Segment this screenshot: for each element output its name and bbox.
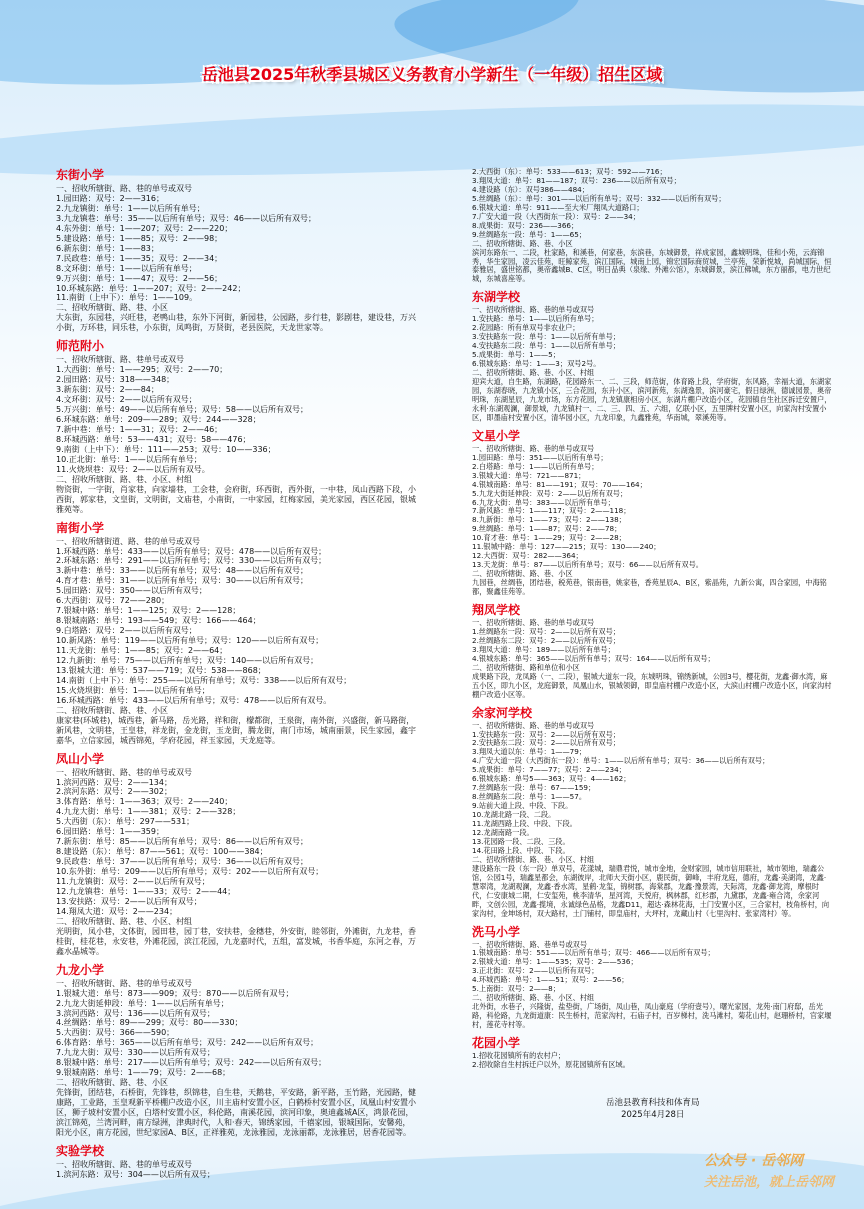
- zone-line: 大东街，东园巷，兴旺巷，老鸭山巷，东外下河街，新园巷，公园路，步行巷，影剧巷，建设巷，万兴小街，万环巷，同乐巷，小东街，凤鸣街，万贤街，老县医院，天龙世家等。: [56, 313, 416, 333]
- zone-line: 9.丝绸路东一段：单号：1——65；: [472, 229, 587, 239]
- zone-line: 13.安扶路：双号：2——以后所有双号；: [56, 896, 202, 906]
- school-name: 实验学校: [56, 1143, 105, 1158]
- zone-line: 9.白塔路：双号：2——以后所有双号；: [56, 626, 197, 636]
- zone-line: 4.建设路（东）：双号386——484；: [472, 184, 589, 194]
- zone-line: 1.园田路：单号：351——以后所有单号；: [472, 452, 608, 462]
- zone-line: 4.东外街：单号：1——207；双号：2——220；: [56, 223, 233, 233]
- school-name: 九龙小学: [56, 962, 105, 977]
- zone-line: 8.文环街：单号：1——以后所有单号；: [56, 263, 197, 273]
- watermark: [704, 1150, 854, 1194]
- zone-line: 九园巷，丝绸巷，团结巷，税苑巷，银南巷，姚家巷，香苑星辰A、B区，紫晶苑，九新公寓，四合家园，中海铭都，聚鑫佳苑等。: [472, 578, 827, 597]
- zone-line: 7.广安大道一段（大西街东一段）：双号：2——34；: [472, 211, 640, 221]
- school-name: 凤山小学: [56, 751, 105, 766]
- zone-line: 14.翔凤大道：双号：2——234；: [56, 906, 178, 916]
- poster-title: 岳池县2025年秋季县城区义务教育小学新生（一年级）招生区域: [201, 65, 663, 84]
- school-lines: [472, 941, 832, 1031]
- zone-line: 1.银城大道：单号：873——909；双号：870——以后所有双号；: [56, 988, 294, 998]
- zone-line: 9.站前大道上段、中段、下段。: [472, 801, 573, 811]
- zone-line: 北外街，水巷子，兴隆街，盐垫街，广场街，凤山巷，凤山豪庭（学府壹号），曙光家园，龙苑·南门府邸，岳光路，科伦路，九龙街道康：民生桥村，范家沟村，石庙子村，百岁梯村，洗马滩村，菊花山村，赵珊桥村，官家堰村，莲花寺村等。: [472, 1002, 832, 1030]
- zone-line: 2.环城东路：单号：291——以后所有单号；双号：330——以后所有双号；: [56, 556, 327, 566]
- zone-line: 7.九龙大街：双号：330——以后所有双号；: [56, 1048, 215, 1058]
- zone-line: 10.龙湖北路一段、二段。: [472, 810, 556, 820]
- zone-line: 11.火烧坝巷：双号：2——以后所有双号。: [56, 464, 210, 474]
- school-section: [472, 168, 832, 284]
- zone-line: 二、招收所辖街、路、巷、小区、村组: [56, 916, 192, 926]
- zone-line: 9.万兴街：单号：1——47；双号：2——56；: [56, 273, 223, 283]
- decorative-wave: [392, 0, 864, 106]
- school-section: [56, 339, 416, 514]
- school-lines: [56, 184, 416, 333]
- zone-line: 建设路东一段（东一段）单双号，花漾城，瑞鼎君悦，城市金地，金财家园，城市信用联社，城市领地，瑞鑫公馆，公园1号，瑞鑫星都会，东湖彼岸，北师大天街小区，鹿民街，御峰，丰府龙庭，德府，龙鑫·美湖湾，龙鑫·慧翠湾，龙湖观澜，龙鑫·香水湾，星鹤·龙玺，锦树郡，海棠郡，龙鑫·豫景湾，天际湾，龙鑫·御龙湾，摩根时代，仁安康城二期，仁安玺苑，桃李清华，星河湾，天悦府，枫林郡，红杉郡，九黛郡，龙鑫·雍合湾，余家河畔，文创公园，龙鑫·揽境，永诚绿色品格，龙鑫D11，超达·森林花海，土门安置小区，三合家村，枝角桥村，向家沟村，金坤场村，双大路村，土门铺村，即皇庙村，大坪村，龙藏山村（七里沟村、张家湾村）等。: [472, 863, 830, 918]
- zone-line: 13.天龙街：单号：87——以后所有单号；双号：66——以后所有双号。: [472, 560, 703, 570]
- zone-line: 二、招收所辖街、路、巷、小区、村组: [472, 854, 595, 864]
- zone-line: 2.招收除自生村拆迁户以外，原花园镇所有区域。: [472, 1060, 630, 1070]
- zone-line: 二、招收所辖街、路、巷、小区、村组: [56, 474, 192, 484]
- zone-line: 8.九新街：单号：1——73；双号：2——138；: [472, 515, 626, 525]
- school-section: [472, 1036, 832, 1070]
- watermark-line-2: 关注岳池，就上岳邻网: [704, 1175, 835, 1190]
- zone-line: 7.银城中路：单号：1——125；双号：2——128；: [56, 606, 241, 616]
- zone-line: 3.正北街：双号：2——以后所有双号；: [472, 966, 599, 976]
- zone-line: 康家巷(环城巷)，城西巷，新马路，岳光路，祥和街，檬都街，王泉街，南外街，兴盛街，新马路街，新风巷，文明巷，王皇巷，祥龙街，金龙街，玉龙街，腾龙街，南门市场，城南丽景，民生家园，鑫宇嘉华，立信家园，城西锦苑，学府花园，祥玉家园，天龙庭等。: [56, 715, 416, 745]
- zone-line: 滨河东路东一、二段，杜家路，和溪巷，何家巷，东滨巷，东城御景，祥成家园，鑫城明珠，佳和小苑，云海锦秀，华生家园，凌云佳苑，旺鲸家苑，滨江国际，城南上园，锦宏国际商贸城，兰亭苑，荣新悦城，尚城国际，恒泰雅居，盛世铭都，奥帝鑫城B、C区，明日品典（泉缘、外滩公馆），东城御景，滨江佛城，东方丽都，电力世纪城，东城喜座等。: [472, 247, 832, 284]
- zone-line: 1.滨河东路：双号：304——以后所有双号；: [56, 1169, 215, 1179]
- zone-line: 物资街，一字街，肖家巷，向家墙巷，工会巷，会府街，环西街，西外街，一中巷，凤山西路下段，小西街，郭家巷，文皇街，文明街，文庙巷，小南街，一中家园，红梅家园，美光家园，西区花园，银城雅苑等。: [56, 484, 416, 514]
- zone-line: 一、招收所辖街、路、巷的单号或双号: [472, 443, 595, 453]
- zone-line: 5.大西街：双号：366——590；: [56, 1028, 175, 1038]
- left-column: [56, 168, 416, 1180]
- zone-line: 6.银城东路：单号5——363；双号：4——162；: [472, 774, 631, 784]
- zone-line: 一、招收所辖街道、路、巷的单号或双号: [56, 536, 200, 546]
- zone-line: 3.滨河西路：双号：136——以后所有双号；: [56, 1008, 215, 1018]
- zone-line: 二、招收所辖街、路、巷、小区: [472, 569, 573, 579]
- zone-line: 一、招收所辖街、路、巷的单号或双号: [472, 720, 595, 730]
- zone-line: 2.园田路：双号：318——348；: [56, 375, 175, 385]
- zone-line: 1.环城西路：单号：433——以后所有单号；双号：478——以后所有双号；: [56, 546, 327, 556]
- zone-line: 1.丝绸路东一段：双号：2——以后所有双号；: [472, 626, 620, 636]
- zone-line: 5.九龙大街延伸段：双号：2——以后所有双号；: [472, 488, 628, 498]
- zone-line: 1.大西街：单号：1——295；双号：2——70；: [56, 365, 228, 375]
- zone-line: 4.文环街：双号：2——以后所有双号；: [56, 395, 197, 405]
- zone-line: 一、招收所辖街、路、巷单号或双号: [472, 939, 588, 949]
- zone-line: 11.九龙镇街：双号：2——以后所有双号；: [56, 877, 210, 887]
- zone-line: 8.建设路（东）：单号：87——561；双号：100——384；: [56, 847, 268, 857]
- right-column: [472, 168, 832, 1070]
- school-name: 洗马小学: [472, 924, 521, 939]
- zone-line: 7.丝绸路东一段：单号：67——159；: [472, 783, 596, 793]
- zone-line: 二、招收所辖街、路、巷、小区、村组: [472, 993, 595, 1003]
- school-name: 师范附小: [56, 339, 105, 354]
- zone-line: 3.银城大道：单号：721——871；: [472, 470, 586, 480]
- school-section: [472, 706, 832, 919]
- zone-line: 11.南街（上中下）：单号：1——109。: [56, 293, 198, 303]
- zone-line: 迎宾大道，自生路，东湖路，花园路东一、二、三段，师范街，体育路上段，学府街，东风路，幸福大道，东湖家园，东湖春晓，九龙镇小区，三合花园，东升小区，滨河新苑，东湖逸景，滨河豪宅，假日绿洲，德诚园景，奥帝明珠，东湖星辰，九龙市场，东方花园，九龙镇康相房小区，东湖片棚户改造小区，花园镇自生社区拆迁安置户，永利·东湖观澜，御景城，九龙镇村一、二、三、四、五、六组，亿联小区，五里牌村安置小区，向家沟村安置小区，即墨庙村安置小区，清华园小区，九龙印象，九鑫雅苑，华南城，翠溪苑等。: [472, 377, 832, 422]
- zone-line: 4.育才巷：单号：31——以后所有单号；双号：30——以后所有双号；: [56, 576, 308, 586]
- zone-line: 6.大西街：双号：72——280；: [56, 596, 170, 606]
- zone-line: 一、招收所辖街、路、巷单号或双号: [56, 355, 184, 365]
- zone-line: 5.上南街：双号：2——8；: [472, 984, 560, 994]
- zone-line: 2.花园路：所有单双号非农业户；: [472, 323, 580, 333]
- zone-line: 4.广安大道一段（大西街东一段）：单号：1——以后所有单号；双号：36——以后所有双号；: [472, 756, 770, 766]
- zone-line: 3.翔凤大道：单号：81——187；双号：236——以后所有双号；: [472, 175, 681, 185]
- zone-line: 5.建设路：单号：1——85；双号：2——98；: [56, 233, 223, 243]
- school-section: [56, 1144, 416, 1180]
- zone-line: 10.育才巷：单号：1——29；双号：2——28；: [472, 533, 626, 543]
- zone-line: 13.花园路一段、二段、三段。: [472, 836, 570, 846]
- school-lines: [472, 306, 832, 422]
- zone-line: 5.成果街：单号：1——5；: [472, 350, 560, 360]
- zone-line: 3.翔凤大道：单号：189——以后所有单号；: [472, 644, 615, 654]
- school-name: 余家河学校: [472, 705, 533, 720]
- zone-line: 光明街，凤小巷，文体街，园田巷，园丁巷，安扶巷，金穗巷，外安街，睦邻街，外滩街，九龙巷，香桂街，桂花巷，永安巷，外滩花园，滨江花园，九龙嘉时代，五组，富发城，书香华庭，东河之春，万鑫水晶城等。: [56, 926, 416, 956]
- zone-line: 12.龙湖南路一段。: [472, 828, 534, 837]
- zone-line: 7.新东街：单号：85——以后所有单号；双号：86——以后所有双号；: [56, 837, 308, 847]
- zone-line: 2.白塔路：单号：1——以后所有单号；: [472, 461, 599, 471]
- zone-line: 2.大西街（东）：单号：533——613；双号：592——716；: [472, 167, 667, 176]
- zone-line: 3.体育路：单号：1——363；双号：2——240；: [56, 797, 233, 807]
- zone-line: 3.九龙镇巷：单号：35——以后所有单号；双号：46——以后所有双号；: [56, 213, 316, 223]
- zone-line: 12.九龙镇巷：单号：1——33；双号：2——44；: [56, 887, 236, 896]
- zone-line: 二、招收所辖街、路、巷、小区、村组: [472, 368, 595, 378]
- zone-line: 一、招收所辖街、路、巷的单号或双号: [56, 184, 192, 193]
- school-lines: [56, 355, 416, 514]
- zone-line: 9.银城南路：单号：1——79；双号：2——68；: [56, 1068, 231, 1078]
- zone-line: 二、招收所辖街、路、巷、小区: [472, 238, 573, 248]
- school-section: [472, 603, 832, 700]
- zone-line: 2.安扶路东二段：双号：2——以后所有双号；: [472, 738, 620, 748]
- school-lines: [472, 1052, 832, 1070]
- zone-line: 8.银城南路：单号：193——549；双号：166——464；: [56, 616, 261, 626]
- zone-line: 二、招收所辖街、路、巷、小区: [56, 303, 168, 313]
- school-section: [56, 963, 416, 1138]
- zone-line: 10.环城东路：单号：1——207；双号：2——242；: [56, 283, 246, 293]
- zone-line: 8.丝绸路东二段：单号：1——57。: [472, 792, 587, 802]
- school-lines: [56, 979, 416, 1138]
- zone-line: 2.丝绸路东二段：双号：2——以后所有双号；: [472, 635, 620, 645]
- zone-line: 6.银城大道：单号：911——至大米厂翔凤大道路口；: [472, 202, 644, 212]
- school-name: 文星小学: [472, 428, 521, 443]
- zone-line: 8.银城中路：单号：217——以后所有单号；双号：242——以后所有双号；: [56, 1058, 327, 1068]
- school-lines: [472, 168, 832, 284]
- zone-line: 二、招收所辖街、路、巷、小区: [56, 1078, 168, 1088]
- school-section: [472, 925, 832, 1031]
- zone-line: 14.南街（上中下）：单号：255——以后所有单号；双号：338——以后所有双号；: [56, 675, 352, 685]
- school-lines: [56, 768, 416, 957]
- zone-line: 3.翔凤大道以东：单号：1——79；: [472, 747, 587, 757]
- zone-line: 7.新中巷：单号：1——31；双号：2——46；: [56, 424, 223, 434]
- zone-line: 5.大西街（东）：单号：297——531；: [56, 817, 195, 827]
- school-section: [56, 752, 416, 957]
- zone-line: 8.成果街：双号：236——366；: [472, 220, 579, 230]
- zone-line: 10.正北街：单号：1——以后所有单号；: [56, 454, 202, 464]
- zone-line: 一、招收所辖街、路、巷的单号或双号: [56, 767, 192, 777]
- zone-line: 11.银城中路：单号：127——215；双号：130——240；: [472, 542, 661, 552]
- school-lines: [472, 722, 832, 919]
- zone-line: 4.银城东路：单号：365——以后所有单号；双号：164——以后所有双号；: [472, 653, 715, 663]
- zone-line: 12.大西街：双号：282——364；: [472, 551, 583, 561]
- zone-line: 5.丝绸路（东）：单号：301——以后所有单号；双号：332——以后所有双号；: [472, 193, 726, 203]
- zone-line: 5.园田路：双号：350——以后所有双号；: [56, 586, 207, 596]
- zone-line: 2.滨河东路：双号：2——302；: [56, 787, 172, 797]
- zone-line: 成果路下段，龙凤路（一、二段），银城大道东一段，东城明珠，锦绣新城，公园3号，樱花街，龙鑫·御水湾，麻五小区，即九小区，龙庭御景，凤凰山水，银城领御，即皇庙村棚户改造小区，大滨山村棚户改造小区，向家沟村棚户改造小区等。: [472, 671, 832, 699]
- zone-line: 8.环城西路：单号：53——431；双号：58——476；: [56, 434, 251, 444]
- zone-line: 1.园田路：双号：2——316；: [56, 193, 164, 203]
- zone-line: 9.南街（上中下）：单号：111——253；双号：10——336；: [56, 444, 276, 454]
- zone-line: 9.丝绸路：单号：1——87；双号：2——78；: [472, 524, 622, 534]
- zone-line: 14.花田路上段、中段、下段。: [472, 845, 570, 855]
- school-lines: [56, 537, 416, 746]
- zone-line: 二、招收所辖街、路、巷、小区: [56, 705, 168, 715]
- zone-line: 4.丝绸路：单号：89——299；双号：80——330；: [56, 1018, 243, 1028]
- zone-line: 6.体育路：单号：365——以后所有单号；双号：242——以后所有双号；: [56, 1038, 319, 1048]
- zone-line: 1.银城南路：单号：551——以后所有单号；双号：466——以后所有双号；: [472, 948, 715, 958]
- zone-line: 二、招收所辖街、路和单位和小区: [472, 662, 580, 672]
- zone-line: 1.安扶路：单号：1——以后所有单号；: [472, 314, 599, 324]
- school-section: [472, 429, 832, 597]
- footer-org: 岳池县教育科技和体育局: [606, 1098, 700, 1108]
- school-lines: [472, 619, 832, 700]
- zone-line: 1.滨河西路：双号：2——134；: [56, 777, 172, 787]
- school-section: [56, 521, 416, 746]
- zone-line: 4.安扶路东二段：单号：1——以后所有单号；: [472, 341, 620, 351]
- zone-line: 10.东外街：单号：209——以后所有单号；双号：202——以后所有双号；: [56, 867, 324, 877]
- zone-line: 一、招收所辖街、路、巷的单号或双号: [472, 617, 595, 627]
- zone-line: 13.银城大道：单号：537——719；双号：538——868；: [56, 665, 266, 675]
- zone-line: 10.新风路：单号：119——以后所有单号；双号：120——以后所有双号；: [56, 636, 324, 646]
- zone-line: 3.新东街：双号：2——84；: [56, 385, 159, 395]
- zone-line: 9.民政巷：单号：37——以后所有单号；双号：36——以后所有双号；: [56, 857, 308, 867]
- zone-line: 2.九龙镇街：单号：1——以后所有单号；: [56, 203, 205, 213]
- zone-line: 6.九龙大街：单号：383——以后所有单号；: [472, 497, 615, 507]
- zone-line: 5.万兴街：单号：49——以后所有单号；双号：58——以后所有双号；: [56, 405, 308, 415]
- zone-line: 4.银城南路：单号：81——191；双号：70——164；: [472, 479, 647, 489]
- zone-line: 3.安扶路东一段：单号：1——以后所有单号；: [472, 332, 620, 342]
- zone-line: 2.银城大道：单号：1——535；双号：2——536；: [472, 957, 638, 967]
- watermark-line-1: 公众号 · 岳邻网: [704, 1153, 804, 1169]
- zone-line: 6.新东街：单号：1——83；: [56, 243, 159, 253]
- zone-line: 一、招收所辖街、路、巷的单号或双号: [56, 978, 192, 988]
- zone-line: 一、招收所辖街、路、巷的单号或双号: [56, 1159, 192, 1169]
- school-lines: [472, 445, 832, 597]
- zone-line: 5.成果街：单号：7——77；双号：2——234；: [472, 765, 626, 775]
- school-name: 东湖学校: [472, 290, 521, 305]
- footer-date: 2025年4月28日: [621, 1110, 685, 1120]
- zone-line: 6.银城东路：单号：1——3；双号2号。: [472, 359, 601, 369]
- zone-line: 1.招收花园镇所有的农村户；: [472, 1051, 566, 1061]
- zone-line: 1.安扶路东一段：双号：2——以后所有双号；: [472, 729, 620, 739]
- zone-line: 15.火烧坝街：单号：1——以后所有单号；: [56, 685, 210, 695]
- zone-line: 先锋街，团结巷，石桥街，先锋巷，织锦巷，自生巷，天鹅巷，平安路，新平路，玉竹路，光园路，健康路，工业路，玉皇观新平桥棚户改造小区，川主庙村安置小区，白鹤桥村安置小区，凤凰山村安置小区，狮子坡村安置小区，白塔村安置小区，科伦路，南溪花园，滨河印象，奥迪鑫城A区，鸿景花园，滨江锦苑，兰湾河畔，南方绿洲，津典时代，人和·春天，锦绣家园，千禧家园，银城国际，安馨苑，阳光小区，南方花园，世纪家园A、B区，正祥雅苑，龙泳雅园，龙泳丽都，龙泳雅居，居香花园等。: [56, 1088, 416, 1137]
- zone-line: 16.环城西路：单号：433——以后所有单号；双号：478——以后所有双号。: [56, 695, 332, 705]
- zone-line: 6.园田路：单号：1——359；: [56, 827, 164, 837]
- school-section: [56, 168, 416, 333]
- zone-line: 7.民政巷：单号：1——35；双号：2——34；: [56, 253, 223, 263]
- zone-line: 3.新中巷：单号：33——以后所有单号；双号：48——以后所有双号；: [56, 566, 308, 576]
- school-name: 花园小学: [472, 1036, 521, 1051]
- zone-line: 4.九龙大街：单号：1——381；双号：2——328；: [56, 807, 241, 817]
- school-section: [472, 290, 832, 422]
- school-name: 南街小学: [56, 520, 105, 535]
- school-name: 翔凤学校: [472, 602, 521, 617]
- zone-line: 11.天龙街：单号：1——85；双号：2——64；: [56, 646, 228, 656]
- zone-line: 4.环城西路：单号：1——51；双号：2——56；: [472, 975, 629, 985]
- school-lines: [56, 1160, 416, 1180]
- zone-line: 12.九新街：单号：75——以后所有单号；双号：140——以后所有双号；: [56, 655, 319, 665]
- zone-line: 6.环城东路：单号：209——289；双号：244——328；: [56, 415, 261, 425]
- zone-line: 11.龙湖西路上段、中段、下段。: [472, 819, 577, 829]
- zone-line: 一、招收所辖街、路、巷的单号或双号: [472, 305, 595, 315]
- school-name: 东街小学: [56, 168, 105, 182]
- zone-line: 7.新风路：单号：1——117；双号：2——118；: [472, 506, 631, 516]
- zone-line: 2.九龙大街延伸段：单号：1——以后所有单号；: [56, 998, 229, 1008]
- footer: [606, 1097, 700, 1121]
